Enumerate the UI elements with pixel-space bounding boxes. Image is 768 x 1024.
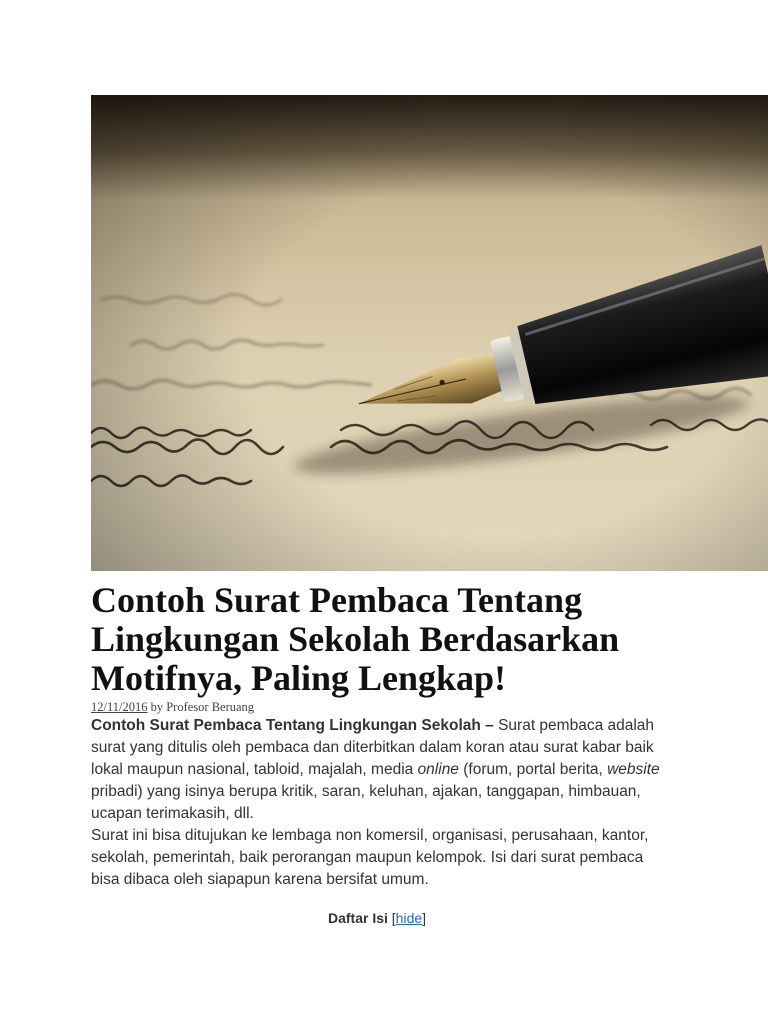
paragraph-text: pribadi) yang isinya berupa kritik, saran, keluhan, ajakan, tanggapan, himbauan, ucapan terimakasih, dll. [91, 783, 641, 822]
toc-bracket-open: [ [391, 910, 396, 926]
paragraph-text: (forum, portal berita, [458, 761, 608, 778]
post-meta [91, 700, 768, 715]
intro-bold: Contoh Surat Pembaca Tentang Lingkungan Sekolah – [91, 717, 494, 734]
toc-hide-link[interactable]: hide [395, 910, 423, 926]
table-of-contents [91, 909, 663, 927]
paragraph-intro [91, 715, 663, 825]
emphasis-website: website [607, 761, 660, 778]
paragraph-text: Surat pembaca adalah surat yang ditulis oleh pembaca dan diterbitkan dalam koran atau surat kabar baik lokal maupun nasional, tabloid, majalah, media [91, 717, 655, 778]
toc-title: Daftar Isi [327, 910, 388, 926]
emphasis-online: online [417, 761, 459, 778]
article [91, 95, 768, 927]
toc-bracket-close: ] [422, 910, 427, 926]
post-author: Profesor Beruang [166, 700, 255, 714]
by-label: by [150, 700, 164, 714]
article-body [91, 715, 663, 891]
paragraph-second: Surat ini bisa ditujukan ke lembaga non komersil, organisasi, perusahaan, kantor, sekolah, pemerintah, baik perorangan maupun kelompok. Isi dari surat pembaca bisa dibaca oleh siapapun karena bersifat umum. [91, 827, 649, 888]
post-date-link[interactable]: 12/11/2016 [91, 700, 148, 714]
article-title: Contoh Surat Pembaca Tentang Lingkungan Sekolah Berdasarkan Motifnya, Paling Lengkap! [91, 580, 620, 698]
hero-image [91, 95, 768, 571]
